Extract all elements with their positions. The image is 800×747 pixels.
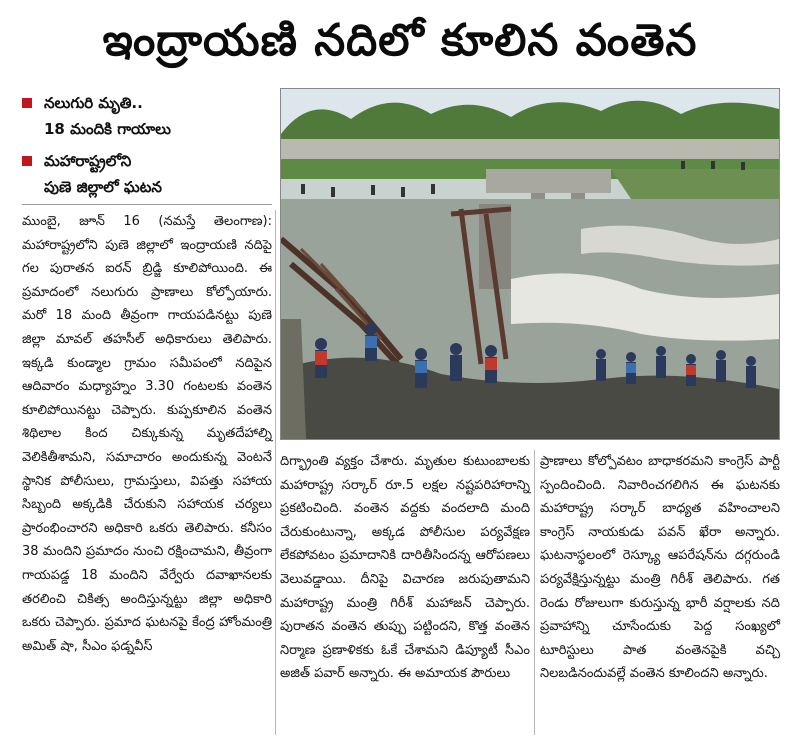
news-photo [280, 88, 780, 440]
highlight-line: పుణె జిల్లాలో ఘటన [44, 178, 162, 196]
article-column-3: ప్రాణాలు కోల్పోవటం బాధాకరమని కాంగ్రెస్ పార్టీ స్పందించింది. నివారించగలిగిన ఈ ఘటనకు మహారాష్ట్ర సర్కార్ బాధ్యత వహించాలని కాంగ్రెస్ నాయకుడు పవన్ ఖేరా అన్నారు. ఘటనాస్థలంలో రెస్క్యూ ఆపరేషన్‌ను దగ్గరుండి పర్యవేక్షిస్తున్నట్టు మంత్రి గిరీశ్ తెలిపారు. గత రెండు రోజులుగా కురుస్తున్న భారీ వర్షాలకు నది ప్రవాహాన్ని చూసేందుకు పెద్ద సంఖ్యలో టూరిస్టులు పాత వంతెనపైకి వచ్చి నిలబడినందువల్లే వంతెన కూలిందని అన్నారు. [540, 454, 780, 682]
headline: ఇంద్రాయణి నదిలో కూలిన వంతెన [102, 15, 698, 66]
highlights [22, 90, 272, 206]
highlight-item [22, 90, 272, 142]
highlight-item [22, 148, 272, 200]
square-bullet-icon [22, 98, 32, 108]
highlight-line: మహారాష్ట్రలోని [44, 152, 132, 170]
column-rule [534, 450, 535, 735]
column-rule [275, 210, 276, 735]
article-column-2: దిగ్భ్రాంతి వ్యక్తం చేశారు. మృతుల కుటుంబాలకు మహారాష్ట్ర సర్కార్ రూ.5 లక్షల నష్టపరిహారాన్ని ప్రకటించింది. వంతెన వద్దకు వందలాది మంది చేరుకుంటున్నా, అక్కడ పోలీసుల పర్యవేక్షణ లేకపోవటం ప్రమాదానికి దారితీసిందన్న ఆరోపణలు వెలువడ్డాయి. దీనిపై విచారణ జరుపుతామని మహారాష్ట్ర మంత్రి గిరీశ్ మహాజన్ చెప్పారు. పురాతన వంతెన తుప్పు పట్టిందని, కొత్త వంతెన నిర్మాణ ప్రణాళికకు ఓకే చేశామని డిప్యూటీ సీఎం అజిత్ పవార్ అన్నారు. ఈ అమాయక పౌరులు [280, 454, 530, 682]
square-bullet-icon [22, 156, 32, 166]
article-column-1: ముంబై, జూన్ 16 (నమస్తే తెలంగాణ): మహారాష్ట్రలోని పుణె జిల్లాలో ఇంద్రాయణి నదిపై గల పురాతన ఐరన్ బ్రిడ్జి కూలిపోయింది. ఈ ప్రమాదంలో నలుగురు ప్రాణాలు కోల్పోయారు. మరో 18 మంది తీవ్రంగా గాయపడినట్టు పుణె జిల్లా మావల్ తహసీల్ అధికారులు తెలిపారు. ఇక్కడి కుండ్మాల గ్రామం సమీపంలో నదిపైన ఆదివారం మధ్యాహ్నం 3.30 గంటలకు వంతెన కూలిపోయినట్టు చెప్పారు. కుప్పకూలిన వంతెన శిథిలాల కింద చిక్కుకున్న మృతదేహాల్ని వెలికితీశామని, సమాచారం అందుకున్న వెంటనే స్థానిక పోలీసులు, గ్రామస్తులు, విపత్తు సహాయ సిబ్బంది అక్కడికి చేరుకుని సహాయక చర్యలు ప్రారంభించారని అధికారి ఒకరు తెలిపారు. కనీసం 38 మందిని ప్రమాదం నుంచి రక్షించామని, తీవ్రంగా గాయపడ్డ 18 మందిని వేర్వేరు దవాఖానలకు తరలించి చికిత్స అందిస్తున్నట్టు జిల్లా అధికారి ఒకరు చెప్పారు. ప్రమాద ఘటనపై కేంద్ర హోంమంత్రి అమిత్ షా, సీఎం ఫడ్నవీస్ [22, 214, 272, 654]
highlight-line: 18 మందికి గాయాలు [44, 120, 171, 138]
highlight-line: నలుగురి మృతి.. [44, 94, 143, 112]
divider [22, 204, 272, 205]
